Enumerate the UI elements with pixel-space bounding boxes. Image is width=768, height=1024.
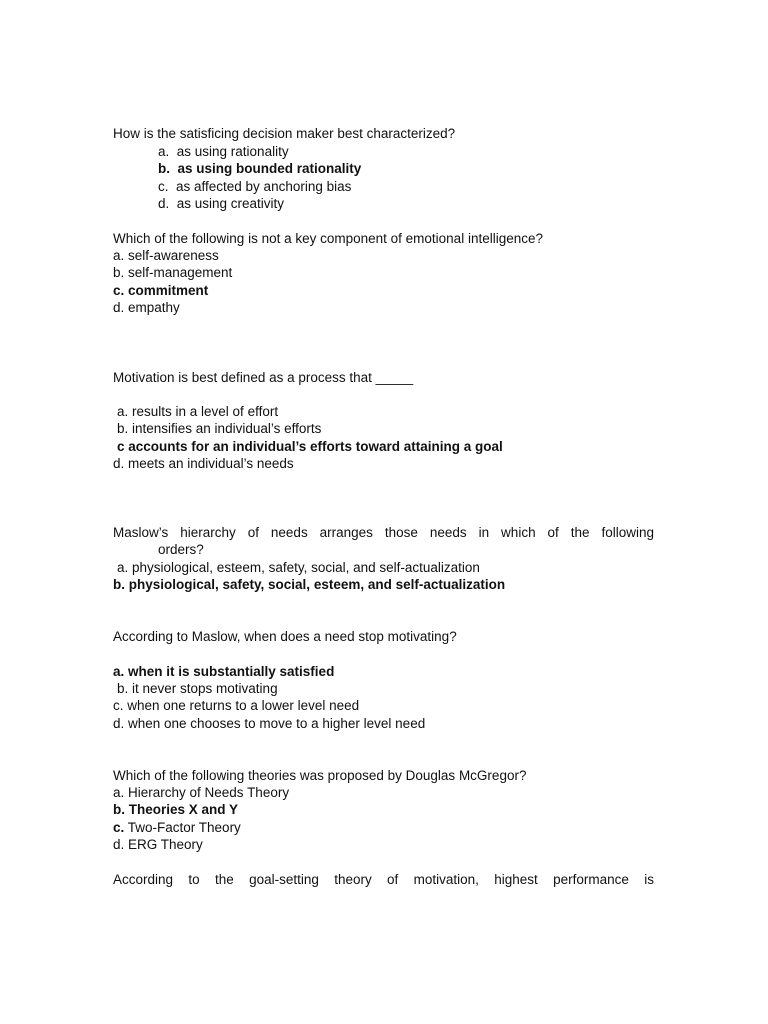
question-6-option-b: b. Theories X and Y xyxy=(113,802,239,817)
question-1-option-b: b. as using bounded rationality xyxy=(158,161,362,176)
question-4-text: Maslow’s hierarchy of needs arranges those needs in which of the following xyxy=(113,525,654,540)
question-5-option-d: d. when one chooses to move to a higher level need xyxy=(113,716,426,731)
question-2-option-d: d. empathy xyxy=(113,300,180,315)
question-7-text: According to the goal-setting theory of motivation, highest performance is xyxy=(113,872,654,887)
question-6-option-c xyxy=(113,819,241,836)
question-6-option-d: d. ERG Theory xyxy=(113,837,203,852)
question-4-text-continued: orders? xyxy=(158,542,204,557)
question-1-option-a: a. as using rationality xyxy=(158,144,289,159)
question-5-option-b: b. it never stops motivating xyxy=(117,681,278,696)
question-1-text: How is the satisficing decision maker best characterized? xyxy=(113,126,456,141)
question-2-option-c: c. commitment xyxy=(113,283,209,298)
question-3-option-c: c accounts for an individual’s efforts toward attaining a goal xyxy=(117,439,503,454)
question-1-option-c: c. as affected by anchoring bias xyxy=(158,179,352,194)
question-2-text: Which of the following is not a key component of emotional intelligence? xyxy=(113,231,543,246)
question-5-text: According to Maslow, when does a need stop motivating? xyxy=(113,629,457,644)
question-1-option-d: d. as using creativity xyxy=(158,196,285,211)
question-3-option-d: d. meets an individual’s needs xyxy=(113,456,294,471)
question-6-option-a: a. Hierarchy of Needs Theory xyxy=(113,785,290,800)
question-3-option-a: a. results in a level of effort xyxy=(117,404,279,419)
question-5-option-a: a. when it is substantially satisfied xyxy=(113,664,335,679)
question-3-text: Motivation is best defined as a process that _____ xyxy=(113,370,414,385)
question-4-option-a: a. physiological, esteem, safety, social, and self-actualization xyxy=(117,560,480,575)
question-6-text: Which of the following theories was proposed by Douglas McGregor? xyxy=(113,768,527,783)
question-3-option-b: b. intensifies an individual’s efforts xyxy=(117,421,322,436)
question-2-option-b: b. self-management xyxy=(113,265,233,280)
question-6-option-c-letter: c. xyxy=(113,820,125,835)
question-2-option-a: a. self-awareness xyxy=(113,248,219,263)
question-6-option-c-text: Two-Factor Theory xyxy=(124,820,241,835)
question-5-option-c: c. when one returns to a lower level need xyxy=(113,698,360,713)
question-4-option-b: b. physiological, safety, social, esteem, and self-actualization xyxy=(113,577,506,592)
